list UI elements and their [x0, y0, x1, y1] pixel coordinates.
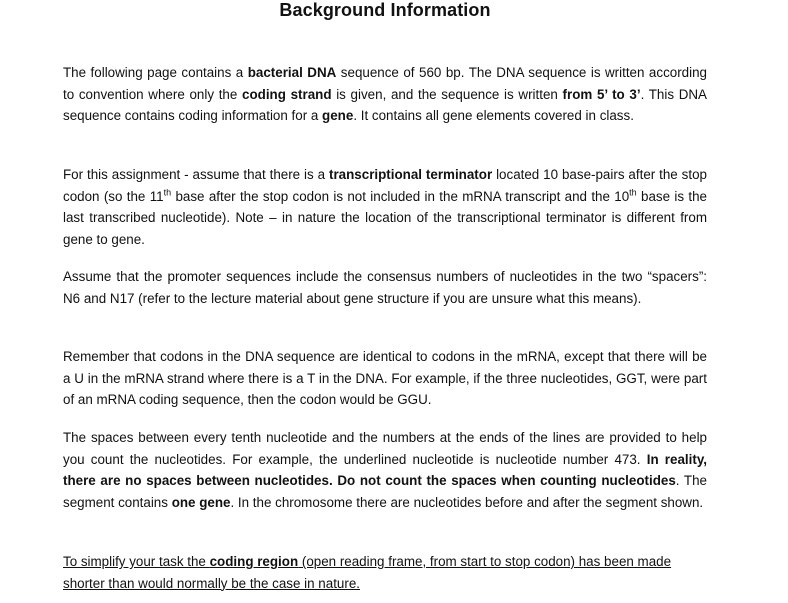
page-title: Background Information — [279, 0, 491, 20]
paragraph-coding-region-note: To simplify your task the coding region (open reading frame, from start to stop codon) has been made shorter than would normally be the case in nature. — [63, 554, 672, 591]
paragraph-terminator: For this assignment - assume that there is a transcriptional terminator located 10 base-pairs after the stop codon (so the 11th base after the stop codon is not included in the mRNA transcript and the 10th base is the last transcribed nucleotide). Note – in nature the location of the transcriptional terminator is different from gene to gene. — [63, 167, 708, 247]
paragraph-sequence-description: The following page contains a bacterial DNA sequence of 560 bp. The DNA sequence is written according to convention where only the coding strand is given, and the sequence is written from 5’ to 3’. This DNA sequence contains coding information for a gene. It contains all gene elements covered in class. — [63, 65, 707, 123]
paragraph-promoter: Assume that the promoter sequences include the consensus numbers of nucleotides in the two “spacers”: N6 and N17 (refer to the lecture material about gene structure if you are unsure what this means). — [63, 269, 707, 306]
paragraph-codons: Remember that codons in the DNA sequence are identical to codons in the mRNA, except that there will be a U in the mRNA strand where there is a T in the DNA. For example, if the three nucleotides, GGT, were part of an mRNA coding sequence, then the codon would be GGU. — [63, 349, 707, 407]
paragraph-spacing: The spaces between every tenth nucleotide and the numbers at the ends of the lines are provided to help you count the nucleotides. For example, the underlined nucleotide is nucleotide number 473. In reality, there are no spaces between nucleotides. Do not count the spaces when counting nucleotides. The segment contains one gene. In the chromosome there are nucleotides before and after the segment shown. — [63, 430, 707, 510]
